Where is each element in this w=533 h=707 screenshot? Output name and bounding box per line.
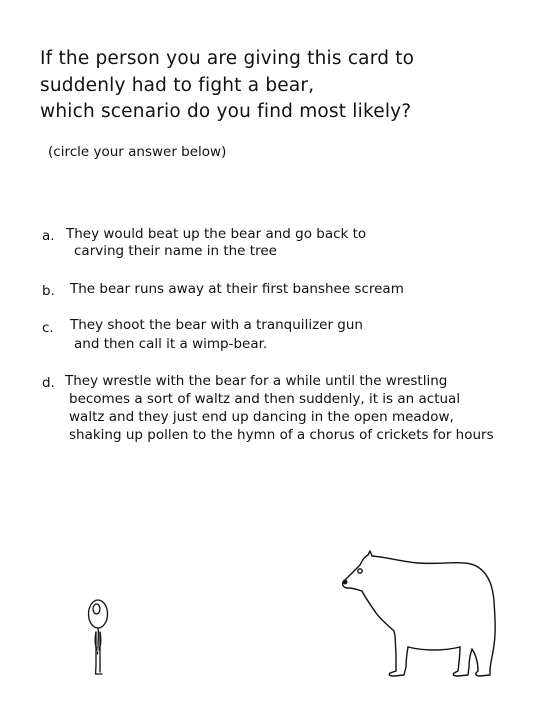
title-line-3: which scenario do you find most likely? xyxy=(40,101,412,122)
answer-c-line-1[interactable]: They shoot the bear with a tranquilizer gun xyxy=(70,317,363,333)
answer-a-letter: a. xyxy=(42,228,55,244)
title-line-2: suddenly had to fight a bear, xyxy=(40,75,315,96)
answer-c-letter: c. xyxy=(42,320,54,336)
person-illustration xyxy=(78,588,118,680)
instruction-text: (circle your answer below) xyxy=(48,144,227,160)
answer-d-line-2[interactable]: becomes a sort of waltz and then suddenly, it is an actual xyxy=(69,391,461,407)
answer-d-line-4[interactable]: shaking up pollen to the hymn of a chorus of crickets for hours xyxy=(69,427,494,443)
title-line-1: If the person you are giving this card to xyxy=(40,48,415,69)
answer-d-letter: d. xyxy=(42,375,55,391)
answer-b-line-1[interactable]: The bear runs away at their first banshee scream xyxy=(70,281,404,297)
answer-d-line-1[interactable]: They wrestle with the bear for a while until the wrestling xyxy=(65,373,448,389)
answer-c-line-2[interactable]: and then call it a wimp-bear. xyxy=(74,336,268,352)
bear-illustration xyxy=(338,545,523,685)
answer-a-line-1[interactable]: They would beat up the bear and go back to xyxy=(66,226,367,242)
answer-b-letter: b. xyxy=(42,283,55,299)
answer-a-line-2[interactable]: carving their name in the tree xyxy=(74,243,277,259)
answer-d-line-3[interactable]: waltz and they just end up dancing in the open meadow, xyxy=(69,409,454,425)
